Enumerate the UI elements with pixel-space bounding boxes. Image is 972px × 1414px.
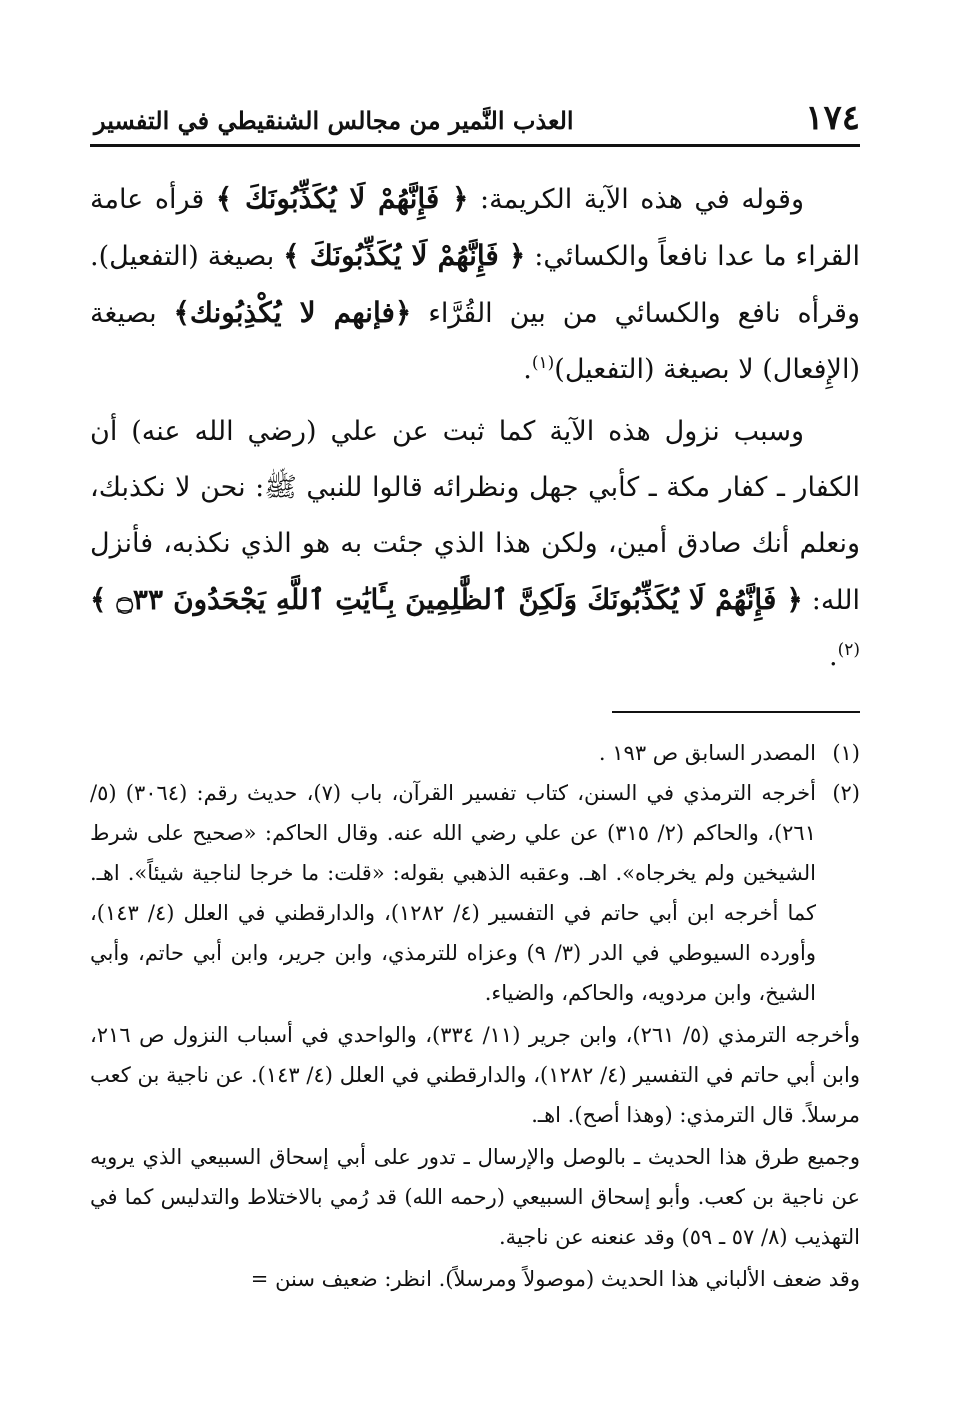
footnote-2-paragraph: وأخرجه الترمذي (٥/ ٢٦١)، وابن جرير (١١/ ٣٣٤)، والواحدي في أسباب النزول ص ٢١٦، وابن أبي حاتم في التفسير (٤/ ١٢٨٢)، والدارقطني في العلل (٤/ ١٤٣). عن ناجية بن كعب مرسلاً. قال الترمذي: (وهذا أصح). اهـ. — [90, 1023, 860, 1127]
paragraph-text: بصيغة (التفعيل). وقرأه نافع والكسائي من بين القُرَّاء — [90, 241, 860, 329]
footnote-reference: (٢) — [837, 640, 860, 660]
paragraph-end: . — [828, 641, 838, 672]
main-text — [90, 171, 860, 685]
footnote-number: (١) — [832, 741, 860, 765]
paragraph-1 — [90, 171, 860, 398]
quran-verse: ﴿فإنهم لا يُكْذِبُونك﴾ — [173, 296, 412, 329]
footnote-2-paragraph: وقد ضعف الألباني هذا الحديث (موصولاً ومرسلاً). انظر: ضعيف سنن = — [250, 1267, 860, 1291]
footnote-text: المصدر السابق ص ١٩٣ . — [598, 741, 816, 765]
quran-verse: ﴿ فَإِنَّهُمْ لَا يُكَذِّبُونَكَ ﴾ — [215, 182, 469, 215]
paragraph-text: وقوله في هذه الآية الكريمة: — [468, 184, 804, 215]
footnote-1 — [90, 733, 860, 773]
footnote-2-paragraph: وجميع طرق هذا الحديث ـ بالوصل والإرسال ـ تدور على أبي إسحاق السبيعي الذي يرويه عن ناجية بن كعب. وأبو إسحاق السبيعي (رحمه الله) قد رُمي بالاختلاط والتدليس كما في التهذيب (٨/ ٥٧ ـ ٥٩) وقد عنعنه عن ناجية. — [90, 1145, 860, 1249]
paragraph-end: . — [523, 354, 532, 385]
paragraph-text: وسبب نزول هذه الآية كما ثبت عن علي (رضي الله عنه) أن الكفار ـ كفار مكة ـ كأبي جهل ونظرائه قالوا للنبي ﷺ: نحن لا نكذبك، ونعلم أنك صادق أمين، ولكن هذا الذي جئت به هو الذي نكذبه، فأنزل الله: — [90, 416, 861, 616]
footnote-text: أخرجه الترمذي في السنن، كتاب تفسير القرآن، باب (٧)، حديث رقم: (٣٠٦٤) (٥/ ٢٦١)، والحاكم (٢/ ٣١٥) عن علي رضي الله عنه. وقال الحاكم: «صحيح على شرط الشيخين ولم يخرجاه». اهـ. وعقبه الذهبي بقوله: «قلت: ما خرجا لناجية شيئاً». اهـ. كما أخرجه ابن أبي حاتم في التفسير (٤/ ١٢٨٢)، والدارقطني في العلل (٤/ ١٤٣)، وأورده السيوطي في الدر (٣/ ٩) وعزاه للترمذي، وابن جرير، وابن أبي حاتم، وأبي الشيخ، وابن مردويه، والحاكم، والضياء. — [90, 781, 816, 1005]
book-page — [90, 96, 860, 1396]
paragraph-text: بصيغة (الإِفعال) لا بصيغة (التفعيل) — [90, 298, 860, 385]
footnotes — [90, 733, 860, 1299]
footnote-separator — [612, 711, 860, 713]
quran-verse: ﴿ فَإِنَّهُمْ لَا يُكَذِّبُونَكَ وَلَكِنَّ ٱلظَّٰلِمِينَ بِـَٔايَٰتِ ٱللَّهِ يَجْحَدُونَ ۝٣٣ ﴾ — [90, 583, 803, 616]
book-title: العذب النَّمير من مجالس الشنقيطي في التفسير — [94, 106, 574, 135]
footnote-2 — [90, 773, 860, 1013]
paragraph-text: قرأه عامة القراء ما عدا نافعاً والكسائي: — [90, 184, 860, 272]
page-header — [90, 96, 860, 147]
footnote-reference: (١) — [531, 353, 555, 373]
page-number: ١٧٤ — [805, 98, 860, 138]
quran-verse: ﴿ فَإِنَّهُمْ لَا يُكَذِّبُونَكَ ﴾ — [283, 239, 526, 272]
paragraph-2 — [90, 404, 860, 685]
footnote-number: (٢) — [832, 781, 860, 805]
